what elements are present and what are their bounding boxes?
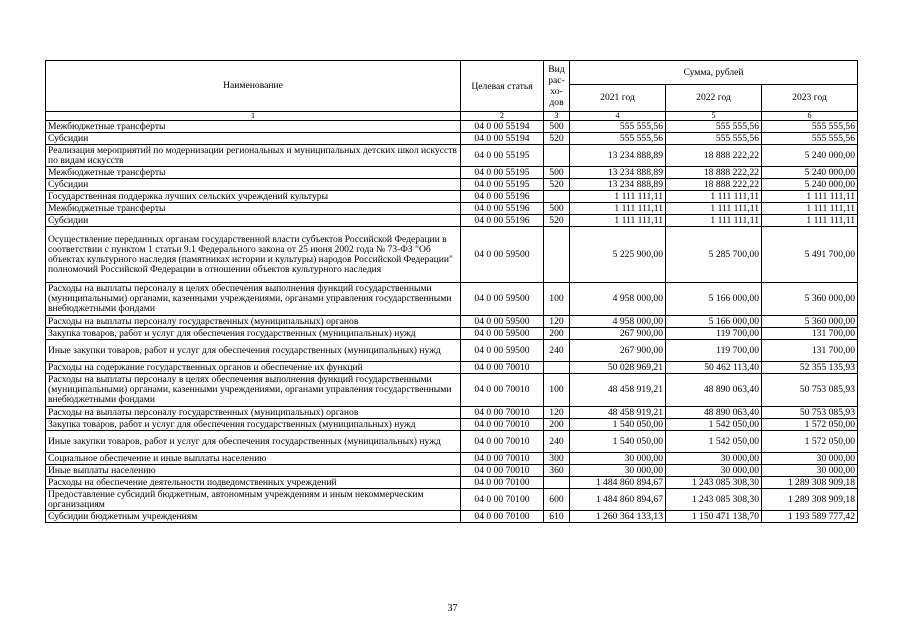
table-row: [46, 316, 858, 328]
row-code: 04 0 00 59500: [461, 340, 544, 362]
row-sum-2023: 555 555,56: [762, 133, 858, 145]
header-vid: [544, 61, 570, 112]
row-sum-2021: 555 555,56: [570, 121, 666, 133]
table-row: [46, 431, 858, 453]
row-sum-2022: 18 888 222,22: [666, 179, 762, 191]
row-sum-2021: 1 540 050,00: [570, 431, 666, 453]
row-sum-2022: 48 890 063,40: [666, 407, 762, 419]
row-code: 04 0 00 59500: [461, 316, 544, 328]
row-sum-2021: 1 484 860 894,67: [570, 489, 666, 511]
header-year-2022: 2022 год: [666, 85, 762, 112]
row-sum-2022: 1 243 085 308,30: [666, 489, 762, 511]
row-sum-2023: 30 000,00: [762, 465, 858, 477]
row-sum-2022: 1 243 085 308,30: [666, 477, 762, 489]
row-name: Субсидии бюджетным учреждениям: [46, 511, 461, 523]
row-name: Реализация мероприятий по модернизации региональных и муниципальных детских школ искусств по видам искусств: [46, 145, 461, 167]
row-vid: [544, 477, 570, 489]
row-sum-2022: 48 890 063,40: [666, 374, 762, 407]
row-vid: 520: [544, 179, 570, 191]
row-code: 04 0 00 55196: [461, 203, 544, 215]
row-sum-2021: 267 900,00: [570, 340, 666, 362]
row-sum-2023: 5 360 000,00: [762, 283, 858, 316]
table-row: [46, 121, 858, 133]
column-index: 4: [570, 112, 666, 121]
row-name: Межбюджетные трансферты: [46, 203, 461, 215]
row-sum-2023: 1 111 111,11: [762, 191, 858, 203]
column-index: 5: [666, 112, 762, 121]
table-row: [46, 283, 858, 316]
row-sum-2023: 1 111 111,11: [762, 215, 858, 227]
budget-table: [45, 60, 858, 523]
row-vid: 520: [544, 133, 570, 145]
row-code: 04 0 00 70010: [461, 431, 544, 453]
row-vid: 600: [544, 489, 570, 511]
row-name: Субсидии: [46, 215, 461, 227]
row-name: Закупка товаров, работ и услуг для обеспечения государственных (муниципальных) нужд: [46, 419, 461, 431]
table-row: [46, 465, 858, 477]
column-index-row: [46, 112, 858, 121]
row-sum-2021: 48 458 919,21: [570, 374, 666, 407]
row-sum-2021: 1 260 364 133,13: [570, 511, 666, 523]
row-sum-2023: 555 555,56: [762, 121, 858, 133]
row-sum-2023: 50 753 085,93: [762, 407, 858, 419]
row-code: 04 0 00 70100: [461, 489, 544, 511]
row-code: 04 0 00 70010: [461, 362, 544, 374]
table-row: [46, 362, 858, 374]
row-sum-2023: 5 360 000,00: [762, 316, 858, 328]
row-name: Расходы на выплаты персоналу государственных (муниципальных) органов: [46, 316, 461, 328]
row-name: Расходы на обеспечение деятельности подведомственных учреждений: [46, 477, 461, 489]
row-sum-2022: 5 285 700,00: [666, 227, 762, 283]
header-vid-line3: дов: [549, 97, 564, 108]
row-code: 04 0 00 55195: [461, 145, 544, 167]
row-name: Расходы на содержание государственных органов и обеспечение их функций: [46, 362, 461, 374]
row-sum-2023: 1 111 111,11: [762, 203, 858, 215]
row-sum-2021: 13 234 888,89: [570, 179, 666, 191]
table-row: [46, 145, 858, 167]
table-row: [46, 453, 858, 465]
row-sum-2023: 52 355 135,93: [762, 362, 858, 374]
row-sum-2022: 18 888 222,22: [666, 167, 762, 179]
row-sum-2021: 5 225 900,00: [570, 227, 666, 283]
row-name: Расходы на выплаты персоналу в целях обеспечения выполнения функций государственными (муниципальными) органами, казенными учреждениями, органами управления государственными внебюджетными фондами: [46, 283, 461, 316]
row-sum-2022: 119 700,00: [666, 328, 762, 340]
row-vid: 200: [544, 328, 570, 340]
row-sum-2022: 30 000,00: [666, 465, 762, 477]
row-code: 04 0 00 59500: [461, 328, 544, 340]
row-sum-2023: 1 572 050,00: [762, 431, 858, 453]
row-name: Расходы на выплаты персоналу в целях обеспечения выполнения функций государственными (муниципальными) органами, казенными учреждениями, органами управления государственными внебюджетными фондами: [46, 374, 461, 407]
row-sum-2021: 4 958 000,00: [570, 283, 666, 316]
row-sum-2022: 555 555,56: [666, 133, 762, 145]
table-row: [46, 215, 858, 227]
row-sum-2021: 1 111 111,11: [570, 203, 666, 215]
row-code: 04 0 00 55196: [461, 215, 544, 227]
row-sum-2023: 131 700,00: [762, 328, 858, 340]
table-row: [46, 133, 858, 145]
row-sum-2023: 5 240 000,00: [762, 167, 858, 179]
row-code: 04 0 00 59500: [461, 283, 544, 316]
column-index: 6: [762, 112, 858, 121]
row-code: 04 0 00 70010: [461, 453, 544, 465]
row-sum-2021: 1 111 111,11: [570, 191, 666, 203]
table-row: [46, 419, 858, 431]
page-number: 37: [447, 603, 458, 614]
row-vid: 500: [544, 167, 570, 179]
row-sum-2022: 555 555,56: [666, 121, 762, 133]
row-vid: 100: [544, 283, 570, 316]
table-row: [46, 407, 858, 419]
row-name: Межбюджетные трансферты: [46, 121, 461, 133]
table-row: [46, 328, 858, 340]
row-sum-2022: 1 111 111,11: [666, 203, 762, 215]
column-index: 3: [544, 112, 570, 121]
table-row: [46, 179, 858, 191]
row-code: 04 0 00 59500: [461, 227, 544, 283]
row-sum-2021: 13 234 888,89: [570, 167, 666, 179]
table-row: [46, 340, 858, 362]
table-row: [46, 203, 858, 215]
row-sum-2023: 50 753 085,93: [762, 374, 858, 407]
row-sum-2022: 30 000,00: [666, 453, 762, 465]
row-code: 04 0 00 70010: [461, 465, 544, 477]
header-vid-line2: хо-: [550, 86, 563, 97]
row-sum-2022: 5 166 000,00: [666, 316, 762, 328]
row-vid: [544, 227, 570, 283]
row-sum-2022: 1 150 471 138,70: [666, 511, 762, 523]
row-sum-2023: 1 572 050,00: [762, 419, 858, 431]
row-sum-2023: 5 240 000,00: [762, 179, 858, 191]
row-sum-2021: 4 958 000,00: [570, 316, 666, 328]
row-name: Расходы на выплаты персоналу государственных (муниципальных) органов: [46, 407, 461, 419]
row-sum-2023: 5 491 700,00: [762, 227, 858, 283]
row-sum-2022: 1 111 111,11: [666, 191, 762, 203]
row-sum-2022: 50 462 113,40: [666, 362, 762, 374]
row-vid: [544, 145, 570, 167]
table-row: [46, 167, 858, 179]
header-vid-line1: Вид рас-: [548, 64, 565, 86]
row-name: Иные закупки товаров, работ и услуг для обеспечения государственных (муниципальных) нужд: [46, 340, 461, 362]
row-vid: 520: [544, 215, 570, 227]
row-code: 04 0 00 55196: [461, 191, 544, 203]
row-sum-2022: 18 888 222,22: [666, 145, 762, 167]
row-sum-2021: 267 900,00: [570, 328, 666, 340]
row-name: Иные выплаты населению: [46, 465, 461, 477]
row-sum-2021: 30 000,00: [570, 453, 666, 465]
row-name: Социальное обеспечение и иные выплаты населению: [46, 453, 461, 465]
row-sum-2022: 1 111 111,11: [666, 215, 762, 227]
row-vid: 360: [544, 465, 570, 477]
row-sum-2021: 50 028 969,21: [570, 362, 666, 374]
row-name: Государственная поддержка лучших сельских учреждений культуры: [46, 191, 461, 203]
row-sum-2022: 5 166 000,00: [666, 283, 762, 316]
row-code: 04 0 00 55195: [461, 179, 544, 191]
table-row: [46, 191, 858, 203]
row-sum-2023: 30 000,00: [762, 453, 858, 465]
row-sum-2023: 1 289 308 909,18: [762, 477, 858, 489]
row-sum-2021: 555 555,56: [570, 133, 666, 145]
row-vid: 500: [544, 203, 570, 215]
column-index: 1: [46, 112, 461, 121]
row-sum-2023: 5 240 000,00: [762, 145, 858, 167]
row-vid: 300: [544, 453, 570, 465]
row-sum-2021: 1 484 860 894,67: [570, 477, 666, 489]
row-sum-2021: 30 000,00: [570, 465, 666, 477]
row-name: Субсидии: [46, 133, 461, 145]
table-row: [46, 489, 858, 511]
row-code: 04 0 00 55195: [461, 167, 544, 179]
row-sum-2021: 48 458 919,21: [570, 407, 666, 419]
row-vid: 500: [544, 121, 570, 133]
table-row: [46, 227, 858, 283]
row-sum-2022: 1 542 050,00: [666, 431, 762, 453]
table-row: [46, 374, 858, 407]
row-name: Закупка товаров, работ и услуг для обеспечения государственных (муниципальных) нужд: [46, 328, 461, 340]
header-sum: Сумма, рублей: [570, 61, 858, 85]
row-code: 04 0 00 55194: [461, 133, 544, 145]
header-name: Наименование: [46, 61, 461, 112]
row-sum-2023: 1 289 308 909,18: [762, 489, 858, 511]
row-vid: 240: [544, 431, 570, 453]
row-code: 04 0 00 70010: [461, 407, 544, 419]
row-vid: 610: [544, 511, 570, 523]
row-vid: 240: [544, 340, 570, 362]
row-code: 04 0 00 70010: [461, 374, 544, 407]
table-row: [46, 477, 858, 489]
row-vid: [544, 191, 570, 203]
row-sum-2021: 1 540 050,00: [570, 419, 666, 431]
row-vid: 120: [544, 407, 570, 419]
row-vid: 200: [544, 419, 570, 431]
row-sum-2022: 119 700,00: [666, 340, 762, 362]
row-sum-2021: 13 234 888,89: [570, 145, 666, 167]
row-name: Межбюджетные трансферты: [46, 167, 461, 179]
row-code: 04 0 00 70100: [461, 477, 544, 489]
row-name: Предоставление субсидий бюджетным, автономным учреждениям и иным некоммерческим организациям: [46, 489, 461, 511]
row-sum-2022: 1 542 050,00: [666, 419, 762, 431]
row-name: Осуществление переданных органам государственной власти субъектов Российской Федерации в соответствии с пунктом 1 статьи 9.1 Федерального закона от 25 июня 2002 года № 73-ФЗ "Об объектах культурного наследия (памятниках истории и культуры) народов Российской Федерации" полномочий Российской Федерации в отношении объектов культурного наследия: [46, 227, 461, 283]
row-name: Субсидии: [46, 179, 461, 191]
table-row: [46, 511, 858, 523]
header-year-2021: 2021 год: [570, 85, 666, 112]
row-vid: [544, 362, 570, 374]
row-vid: 100: [544, 374, 570, 407]
row-name: Иные закупки товаров, работ и услуг для обеспечения государственных (муниципальных) нужд: [46, 431, 461, 453]
column-index: 2: [461, 112, 544, 121]
header-year-2023: 2023 год: [762, 85, 858, 112]
header-code: Целевая статья: [461, 61, 544, 112]
row-sum-2021: 1 111 111,11: [570, 215, 666, 227]
row-code: 04 0 00 70100: [461, 511, 544, 523]
row-sum-2023: 1 193 589 777,42: [762, 511, 858, 523]
row-vid: 120: [544, 316, 570, 328]
row-code: 04 0 00 70010: [461, 419, 544, 431]
row-sum-2023: 131 700,00: [762, 340, 858, 362]
row-code: 04 0 00 55194: [461, 121, 544, 133]
